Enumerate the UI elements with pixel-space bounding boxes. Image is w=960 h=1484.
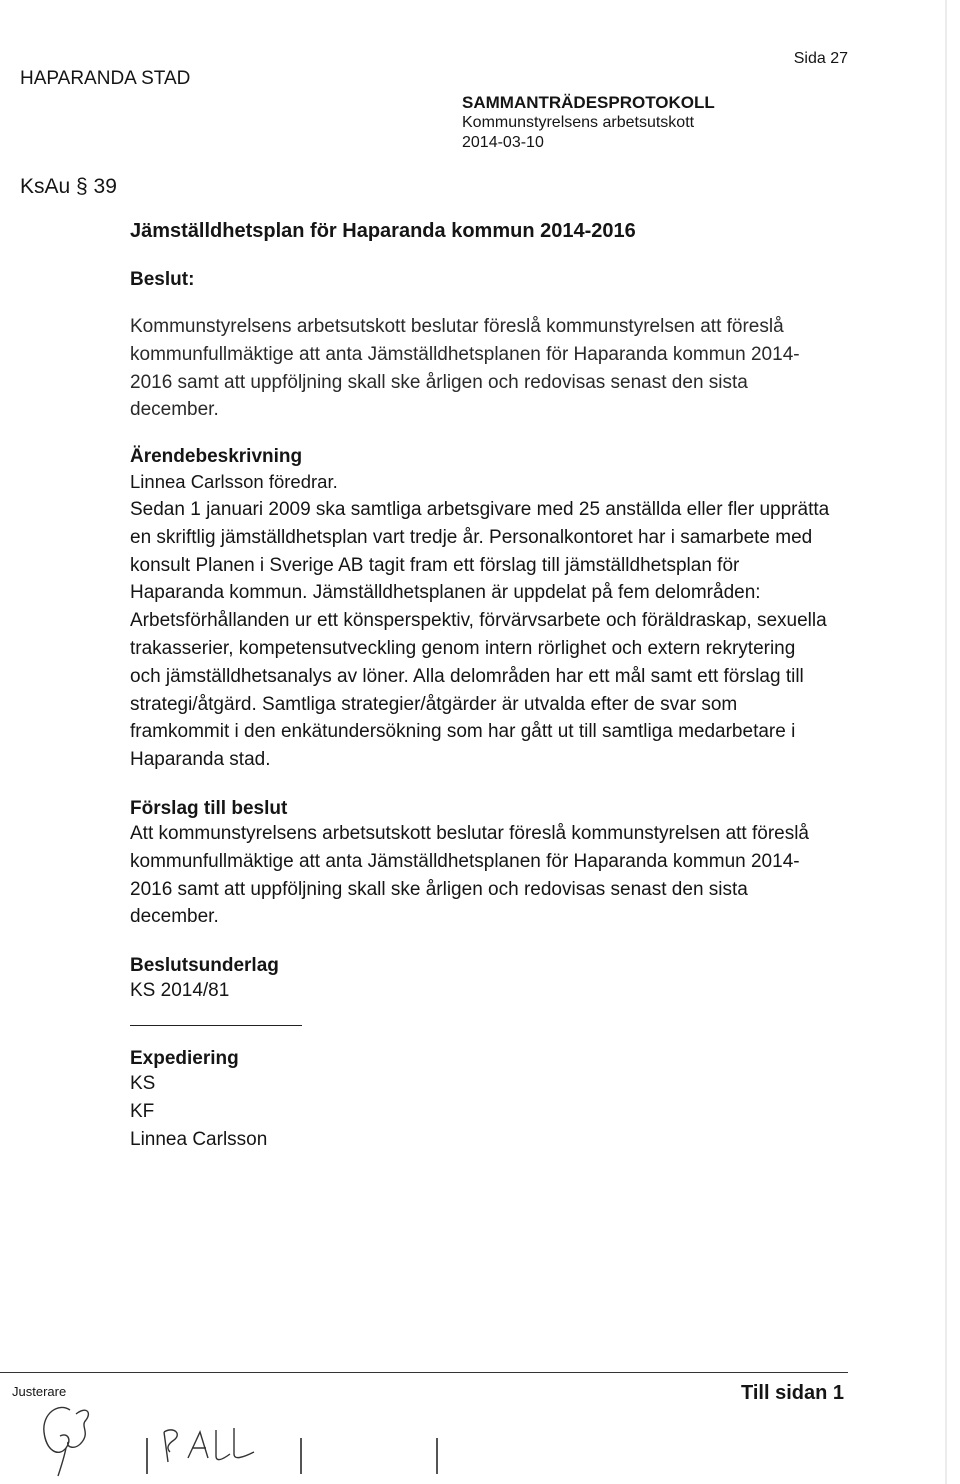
description-heading: Ärendebeskrivning (130, 446, 303, 468)
protocol-header (462, 92, 715, 153)
dispatch-heading: Expediering (130, 1047, 239, 1069)
signature-divider (436, 1438, 438, 1474)
presenter-line: Linnea Carlsson föredrar. (130, 471, 338, 493)
scan-edge-line (945, 0, 947, 1484)
signature-initials-gs (28, 1392, 108, 1480)
decision-text: Kommunstyrelsens arbetsutskott beslutar föreslå kommunstyrelsen att föreslå kommunfullmäktige att anta Jämställdhetsplanen för Haparanda kommun 2014-2016 samt att uppföljning skall ske årligen och redovisas senast den sista december. (130, 316, 800, 421)
dispatch-recipient: KF (130, 1100, 155, 1122)
meeting-date: 2014-03-10 (462, 134, 544, 152)
committee-name: Kommunstyrelsens arbetsutskott (462, 114, 695, 132)
description-text: Sedan 1 januari 2009 ska samtliga arbetsgivare med 25 anställda eller fler upprätta en skriftlig jämställdhetsplan vart tredje år. Personalkontoret har i samarbete med konsult Planen i Sverige AB tagit fram ett förslag till jämställdhetsplan för Haparanda kommun. Jämställdhetsplanen är uppdelat på fem delområden: Arbetsförhållanden ur ett könsperspektiv, förvärvsarbete och föräldraskap, sexuella trakasserier, kompetensutveckling genom intern rörlighet och extern rekrytering och jämställdhetsanalys av löner. Alla delområden har ett mål samt ett förslag till strategi/åtgärd. Samtliga strategier/åtgärder är utvalda efter de svar som framkommit i den enkätundersökning som har gått ut till samtliga medarbetare i Haparanda stad. (130, 498, 830, 771)
basis-heading: Beslutsunderlag (130, 955, 279, 977)
decision-heading: Beslut: (130, 269, 195, 290)
document-title: Jämställdhetsplan för Haparanda kommun 2014-2016 (130, 220, 636, 242)
page-number: Sida 27 (793, 50, 848, 67)
dispatch-recipient: Linnea Carlsson (130, 1128, 268, 1150)
signature-divider (146, 1438, 148, 1474)
footer-rule (0, 1372, 848, 1373)
proposal-text: Att kommunstyrelsens arbetsutskott beslutar föreslå kommunstyrelsen att föreslå kommunfullmäktige att anta Jämställdhetsplanen för Haparanda kommun 2014-2016 samt att uppföljning skall ske årligen och redovisas senast den sista december. (130, 822, 809, 928)
organization-name: HAPARANDA STAD (20, 68, 191, 89)
signature-divider (300, 1438, 302, 1474)
signature-initials-pal (150, 1418, 260, 1478)
proposal-heading: Förslag till beslut (130, 797, 288, 819)
basis-reference: KS 2014/81 (130, 980, 230, 1002)
document-body (130, 220, 830, 1153)
separator-line (130, 1025, 302, 1026)
continue-label: Till sidan 1 (741, 1382, 844, 1404)
dispatch-recipient: KS (130, 1072, 156, 1094)
section-reference: KsAu § 39 (20, 175, 117, 198)
justerare-label: Justerare (12, 1384, 67, 1399)
protocol-title: SAMMANTRÄDESPROTOKOLL (462, 93, 715, 112)
